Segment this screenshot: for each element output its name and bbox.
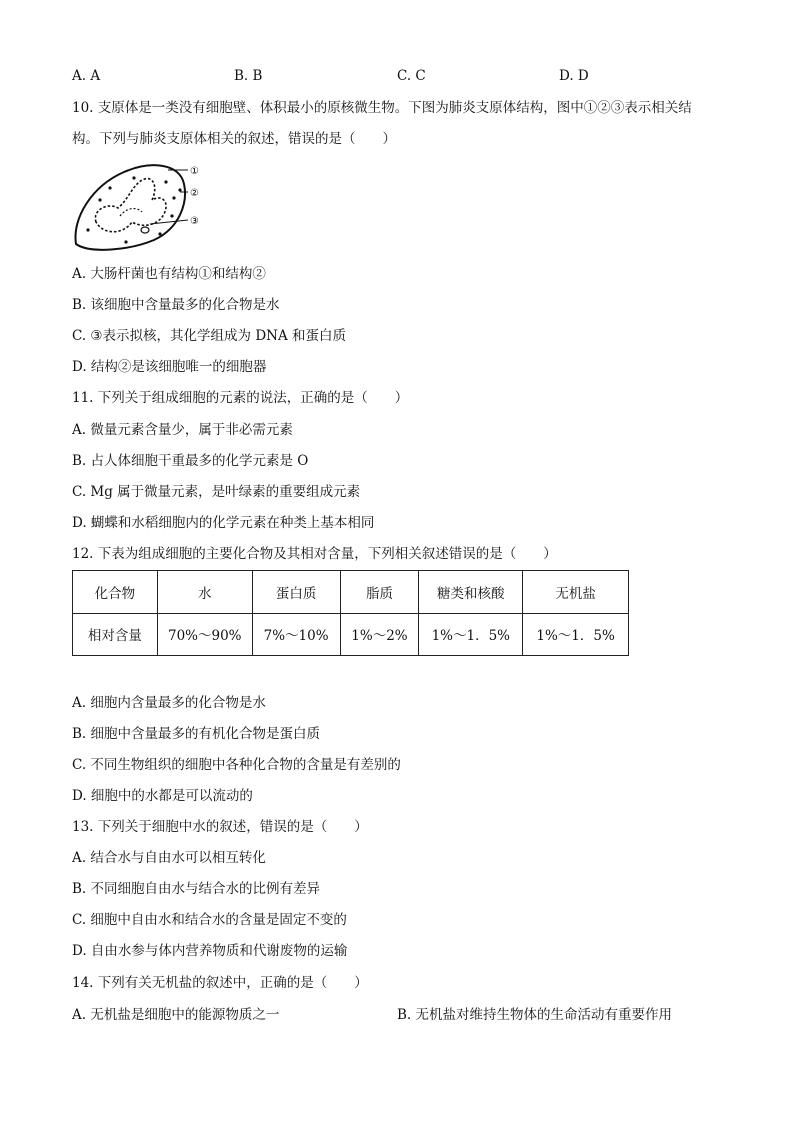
q9-option-c[interactable]: C. C [397, 68, 426, 84]
table-cell: 化合物 [73, 571, 158, 614]
q10-stem-line1: 10. 支原体是一类没有细胞壁、体积最小的原核微生物。下图为肺炎支原体结构，图中①②③表示相关结 [72, 100, 692, 116]
q9-option-b[interactable]: B. B [234, 68, 263, 84]
label-1: ① [190, 166, 199, 177]
q10-option-b[interactable]: B. 该细胞中含量最多的化合物是水 [72, 297, 280, 313]
q10-option-a[interactable]: A. 大肠杆菌也有结构①和结构② [72, 266, 266, 282]
q13-stem: 13. 下列关于细胞中水的叙述，错误的是（ ） [72, 819, 368, 835]
table-cell: 7%～10% [252, 613, 340, 656]
q14-option-a[interactable]: A. 无机盐是细胞中的能源物质之一 [72, 1007, 280, 1023]
table-cell: 1%～2% [340, 613, 419, 656]
table-cell: 1%～1．5% [419, 613, 523, 656]
q13-option-c[interactable]: C. 细胞中自由水和结合水的含量是固定不变的 [72, 912, 347, 928]
table-cell: 水 [157, 571, 252, 614]
table-cell: 无机盐 [523, 571, 629, 614]
q12-stem: 12. 下表为组成细胞的主要化合物及其相对含量，下列相关叙述错误的是（ ） [72, 546, 557, 562]
q11-option-d[interactable]: D. 蝴蝶和水稻细胞内的化学元素在种类上基本相同 [72, 515, 375, 531]
q9-option-d[interactable]: D. D [559, 68, 589, 84]
q10-option-c[interactable]: C. ③表示拟核，其化学组成为 DNA 和蛋白质 [72, 328, 347, 344]
q13-option-b[interactable]: B. 不同细胞自由水与结合水的比例有差异 [72, 881, 321, 897]
q13-option-a[interactable]: A. 结合水与自由水可以相互转化 [72, 850, 266, 866]
table-cell: 相对含量 [73, 613, 158, 656]
q10-option-d[interactable]: D. 结构②是该细胞唯一的细胞器 [72, 359, 267, 375]
q10-stem-line2: 构。下列与肺炎支原体相关的叙述，错误的是（ ） [72, 131, 396, 147]
cell-membrane [75, 165, 184, 250]
q12-option-b[interactable]: B. 细胞中含量最多的有机化合物是蛋白质 [72, 726, 321, 742]
table-cell: 脂质 [340, 571, 419, 614]
q12-option-d[interactable]: D. 细胞中的水都是可以流动的 [72, 788, 253, 804]
q14-stem: 14. 下列有关无机盐的叙述中，正确的是（ ） [72, 975, 368, 991]
table-cell: 糖类和核酸 [419, 571, 523, 614]
q11-option-c[interactable]: C. Mg 属于微量元素，是叶绿素的重要组成元素 [72, 484, 361, 500]
q12-option-a[interactable]: A. 细胞内含量最多的化合物是水 [72, 695, 266, 711]
compound-table [72, 570, 629, 656]
mycoplasma-diagram [70, 158, 230, 252]
table-cell: 1%～1．5% [523, 613, 629, 656]
q12-option-c[interactable]: C. 不同生物组织的细胞中各种化合物的含量是有差别的 [72, 757, 401, 773]
q14-option-b[interactable]: B. 无机盐对维持生物体的生命活动有重要作用 [397, 1007, 673, 1023]
table-row [73, 613, 629, 656]
q11-option-b[interactable]: B. 占人体细胞干重最多的化学元素是 O [72, 453, 309, 469]
q11-stem: 11. 下列关于组成细胞的元素的说法，正确的是（ ） [72, 390, 409, 406]
q13-option-d[interactable]: D. 自由水参与体内营养物质和代谢废物的运输 [72, 943, 348, 959]
q9-option-a[interactable]: A. A [72, 68, 101, 84]
table-cell: 蛋白质 [252, 571, 340, 614]
label-3: ③ [190, 216, 199, 227]
label-2: ② [190, 188, 199, 199]
table-cell: 70%～90% [157, 613, 252, 656]
table-header-row [73, 571, 629, 614]
q11-option-a[interactable]: A. 微量元素含量少，属于非必需元素 [72, 422, 293, 438]
